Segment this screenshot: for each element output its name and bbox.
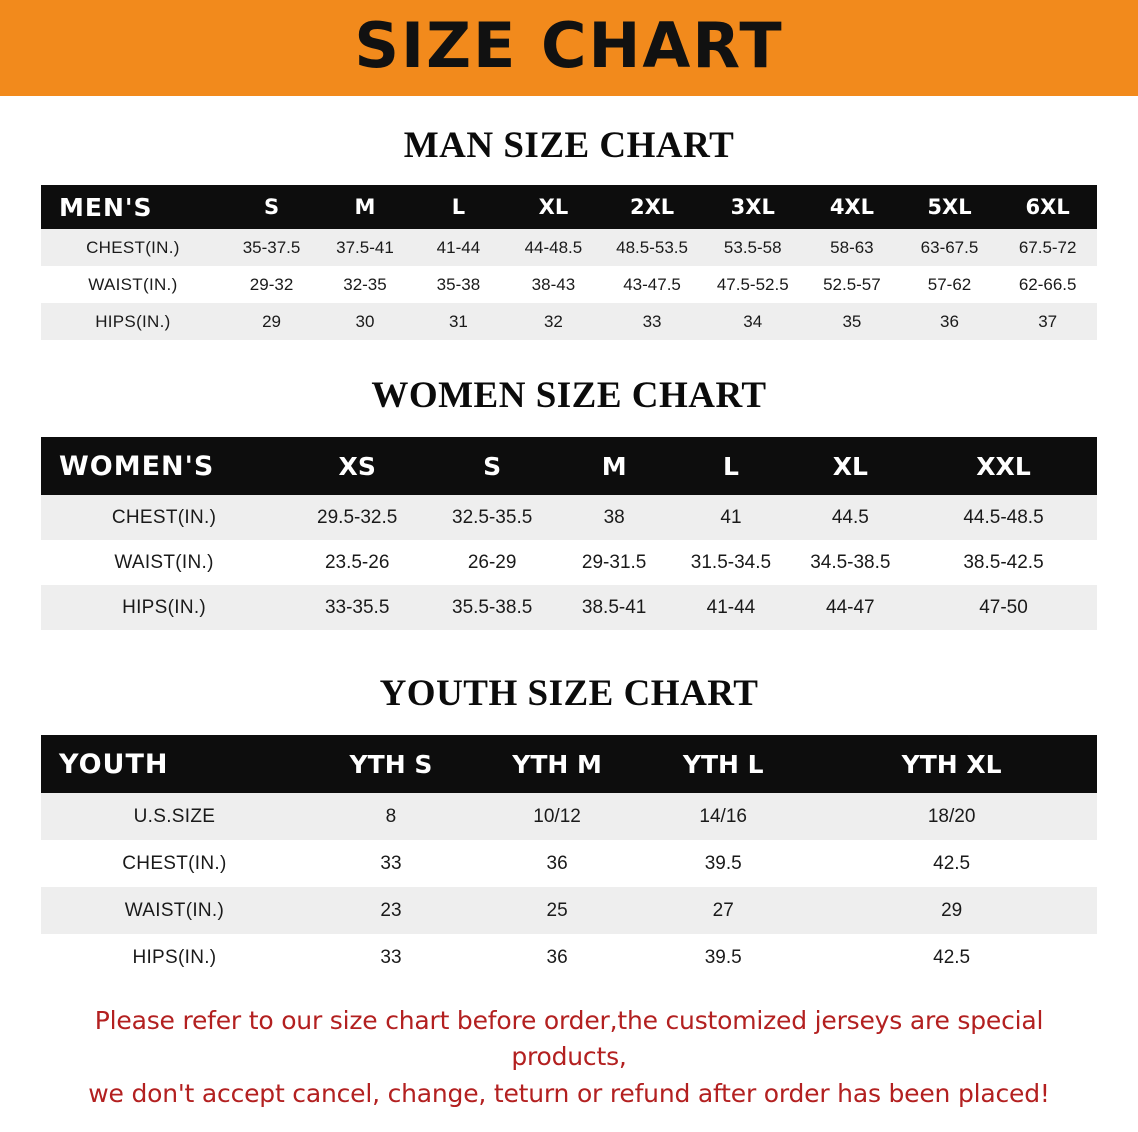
table-cell: 44.5 [791, 495, 910, 540]
table-cell: 48.5-53.5 [602, 229, 703, 266]
column-header: MEN'S [41, 185, 225, 229]
table-cell: 35-38 [412, 266, 505, 303]
table-cell: 29-31.5 [557, 540, 671, 585]
table-row [41, 495, 1097, 540]
table-cell: 52.5-57 [803, 266, 901, 303]
table-row [41, 887, 1097, 934]
table-cell: 53.5-58 [702, 229, 803, 266]
youth-table-wrap [41, 735, 1097, 981]
table-cell: 35 [803, 303, 901, 340]
table-cell: 38-43 [505, 266, 602, 303]
column-header: YTH S [308, 735, 474, 793]
page-title: SIZE CHART [354, 9, 784, 82]
column-header: XS [287, 437, 427, 495]
table-cell: 34.5-38.5 [791, 540, 910, 585]
column-header: S [427, 437, 557, 495]
table-cell: 58-63 [803, 229, 901, 266]
table-cell: 41 [671, 495, 790, 540]
disclaimer-note [64, 1003, 1074, 1112]
table-cell: 33 [308, 840, 474, 887]
man-table-wrap [41, 185, 1097, 340]
column-header: M [318, 185, 411, 229]
table-cell: 47-50 [910, 585, 1097, 630]
column-header: 5XL [901, 185, 999, 229]
table-cell: 63-67.5 [901, 229, 999, 266]
column-header: XL [791, 437, 910, 495]
table-cell: 35-37.5 [225, 229, 318, 266]
column-header: 2XL [602, 185, 703, 229]
table-row [41, 540, 1097, 585]
column-header: 6XL [998, 185, 1097, 229]
table-row [41, 934, 1097, 981]
youth-section-title: YOUTH SIZE CHART [379, 673, 759, 714]
table-cell: 33 [602, 303, 703, 340]
row-label: HIPS(IN.) [41, 303, 225, 340]
row-label: CHEST(IN.) [41, 840, 308, 887]
column-header: YTH XL [806, 735, 1097, 793]
table-cell: 38.5-41 [557, 585, 671, 630]
table-cell: 38.5-42.5 [910, 540, 1097, 585]
row-label: HIPS(IN.) [41, 585, 287, 630]
table-cell: 34 [702, 303, 803, 340]
column-header: YOUTH [41, 735, 308, 793]
table-cell: 39.5 [640, 934, 806, 981]
table-cell: 42.5 [806, 840, 1097, 887]
man-size-table [41, 185, 1097, 340]
man-section-title: MAN SIZE CHART [403, 125, 735, 166]
banner [0, 0, 1138, 96]
table-cell: 44.5-48.5 [910, 495, 1097, 540]
women-table-wrap [41, 437, 1097, 630]
row-label: WAIST(IN.) [41, 540, 287, 585]
table-cell: 57-62 [901, 266, 999, 303]
table-cell: 41-44 [412, 229, 505, 266]
disclaimer-line-1: Please refer to our size chart before order,the customized jerseys are special products, [94, 1006, 1044, 1072]
row-label: WAIST(IN.) [41, 266, 225, 303]
row-label: WAIST(IN.) [41, 887, 308, 934]
table-cell: 35.5-38.5 [427, 585, 557, 630]
table-cell: 33 [308, 934, 474, 981]
row-label: U.S.SIZE [41, 793, 308, 840]
column-header: XL [505, 185, 602, 229]
column-header: 4XL [803, 185, 901, 229]
column-header: L [412, 185, 505, 229]
table-cell: 29-32 [225, 266, 318, 303]
table-cell: 36 [901, 303, 999, 340]
table-cell: 36 [474, 840, 640, 887]
table-cell: 25 [474, 887, 640, 934]
table-cell: 32 [505, 303, 602, 340]
table-row [41, 229, 1097, 266]
table-header-row [41, 437, 1097, 495]
table-cell: 37.5-41 [318, 229, 411, 266]
table-row [41, 266, 1097, 303]
youth-size-table [41, 735, 1097, 981]
column-header: 3XL [702, 185, 803, 229]
disclaimer-line-2: we don't accept cancel, change, teturn or refund after order has been placed! [88, 1078, 1050, 1108]
row-label: CHEST(IN.) [41, 495, 287, 540]
column-header: L [671, 437, 790, 495]
table-cell: 44-47 [791, 585, 910, 630]
table-cell: 14/16 [640, 793, 806, 840]
table-cell: 30 [318, 303, 411, 340]
table-cell: 42.5 [806, 934, 1097, 981]
table-cell: 18/20 [806, 793, 1097, 840]
column-header: XXL [910, 437, 1097, 495]
table-cell: 33-35.5 [287, 585, 427, 630]
table-row [41, 840, 1097, 887]
table-row [41, 585, 1097, 630]
table-cell: 32.5-35.5 [427, 495, 557, 540]
table-cell: 29.5-32.5 [287, 495, 427, 540]
table-cell: 23 [308, 887, 474, 934]
table-cell: 32-35 [318, 266, 411, 303]
table-cell: 31 [412, 303, 505, 340]
table-cell: 29 [225, 303, 318, 340]
column-header: YTH L [640, 735, 806, 793]
table-cell: 44-48.5 [505, 229, 602, 266]
column-header: M [557, 437, 671, 495]
table-row [41, 303, 1097, 340]
table-cell: 43-47.5 [602, 266, 703, 303]
row-label: CHEST(IN.) [41, 229, 225, 266]
row-label: HIPS(IN.) [41, 934, 308, 981]
table-row [41, 793, 1097, 840]
table-cell: 8 [308, 793, 474, 840]
women-size-table [41, 437, 1097, 630]
table-header-row [41, 185, 1097, 229]
table-cell: 38 [557, 495, 671, 540]
women-section-title: WOMEN SIZE CHART [371, 375, 767, 416]
table-cell: 62-66.5 [998, 266, 1097, 303]
table-cell: 37 [998, 303, 1097, 340]
table-cell: 10/12 [474, 793, 640, 840]
table-cell: 31.5-34.5 [671, 540, 790, 585]
table-cell: 27 [640, 887, 806, 934]
table-cell: 36 [474, 934, 640, 981]
table-cell: 23.5-26 [287, 540, 427, 585]
column-header: S [225, 185, 318, 229]
table-header-row [41, 735, 1097, 793]
table-cell: 39.5 [640, 840, 806, 887]
column-header: YTH M [474, 735, 640, 793]
table-cell: 26-29 [427, 540, 557, 585]
table-cell: 41-44 [671, 585, 790, 630]
table-cell: 29 [806, 887, 1097, 934]
table-cell: 47.5-52.5 [702, 266, 803, 303]
table-cell: 67.5-72 [998, 229, 1097, 266]
column-header: WOMEN'S [41, 437, 287, 495]
